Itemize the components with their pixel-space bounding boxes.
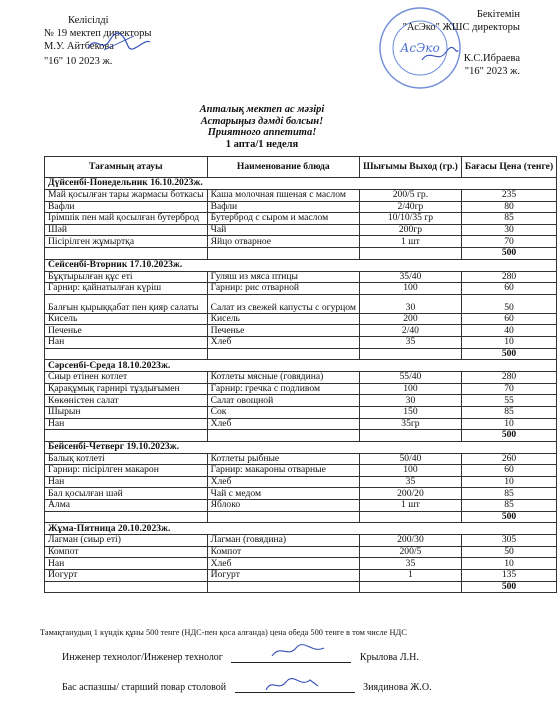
yield-cell: 2/40гр bbox=[360, 201, 462, 213]
day-title: Сейсенбі-Вторник 17.10.2023ж. bbox=[45, 259, 557, 271]
dish-kz-cell: Нан bbox=[45, 476, 208, 488]
table-row bbox=[45, 294, 557, 313]
dish-ru-cell: Каша молочная пшеная с маслом bbox=[207, 190, 359, 202]
dish-kz-cell: Май қосылған тары жармасы боткасы bbox=[45, 190, 208, 202]
price-cell: 70 bbox=[461, 383, 556, 395]
table-row bbox=[45, 336, 557, 348]
dish-kz-cell: Көкөністен салат bbox=[45, 395, 208, 407]
price-cell: 80 bbox=[461, 201, 556, 213]
dish-ru-cell: Чай с медом bbox=[207, 488, 359, 500]
day-header-row bbox=[45, 441, 557, 453]
cook-signature-image bbox=[262, 674, 322, 696]
table-row bbox=[45, 283, 557, 295]
header-price: Бағасы Цена (тенге) bbox=[461, 157, 556, 178]
dish-ru-cell: Лагман (говядина) bbox=[207, 535, 359, 547]
table-row bbox=[45, 465, 557, 477]
price-cell: 260 bbox=[461, 453, 556, 465]
table-row bbox=[45, 236, 557, 248]
dish-kz-cell: Йогурт bbox=[45, 570, 208, 582]
yield-cell: 200/30 bbox=[360, 535, 462, 547]
table-row bbox=[45, 383, 557, 395]
empty-cell bbox=[45, 430, 208, 442]
empty-cell bbox=[360, 348, 462, 360]
day-total-row bbox=[45, 247, 557, 259]
dish-kz-cell: Бал қосылған шәй bbox=[45, 488, 208, 500]
dish-kz-cell: Сиыр етінен котлет bbox=[45, 372, 208, 384]
day-header-row bbox=[45, 178, 557, 190]
engineer-role: Инженер технолог/Инженер технолог bbox=[62, 652, 223, 663]
dish-ru-cell: Гарнир: рис отварной bbox=[207, 283, 359, 295]
table-row bbox=[45, 535, 557, 547]
price-cell: 50 bbox=[461, 546, 556, 558]
empty-cell bbox=[207, 430, 359, 442]
cook-role: Бас аспазшы/ старший повар столовой bbox=[62, 682, 227, 693]
header-yield: Шығымы Выход (гр.) bbox=[360, 157, 462, 178]
dish-ru-cell: Гарнир: гречка с подливом bbox=[207, 383, 359, 395]
table-header-row bbox=[45, 157, 557, 178]
empty-cell bbox=[360, 511, 462, 523]
price-cell: 280 bbox=[461, 271, 556, 283]
dish-ru-cell: Гуляш из мяса птицы bbox=[207, 271, 359, 283]
approver-position: № 19 мектеп директоры bbox=[44, 28, 152, 39]
approver-name: М.У. Айтбекова bbox=[44, 41, 114, 52]
engineer-name: Крылова Л.Н. bbox=[359, 652, 419, 663]
table-row bbox=[45, 570, 557, 582]
day-title: Бейсенбі-Четверг 19.10.2023ж. bbox=[45, 441, 557, 453]
dish-kz-cell: Вафли bbox=[45, 201, 208, 213]
empty-cell bbox=[207, 511, 359, 523]
dish-kz-cell: Шәй bbox=[45, 224, 208, 236]
yield-cell: 30 bbox=[360, 294, 462, 313]
dish-ru-cell: Котлеты рыбные bbox=[207, 453, 359, 465]
stamp-text: АсЭко bbox=[400, 41, 440, 55]
engineer-signature-line bbox=[62, 652, 419, 663]
approver-name: К.С.Ибраева bbox=[463, 53, 520, 64]
title-line-kz: Апталық мектеп ас мәзірі bbox=[199, 104, 325, 115]
dish-kz-cell: Қарақұмық гарнирі тұздығымен bbox=[45, 383, 208, 395]
engineer-signature-image bbox=[268, 642, 328, 662]
dish-ru-cell: Яйцо отварное bbox=[207, 236, 359, 248]
price-cell: 70 bbox=[461, 236, 556, 248]
yield-cell: 1 шт bbox=[360, 236, 462, 248]
empty-cell bbox=[45, 581, 208, 593]
menu-table bbox=[44, 156, 557, 593]
table-row bbox=[45, 488, 557, 500]
dish-kz-cell: Балық котлеті bbox=[45, 453, 208, 465]
dish-kz-cell: Нан bbox=[45, 558, 208, 570]
price-cell: 60 bbox=[461, 313, 556, 325]
header-dish-kz: Тағамның атауы bbox=[45, 157, 208, 178]
price-cell: 55 bbox=[461, 395, 556, 407]
empty-cell bbox=[360, 247, 462, 259]
dish-kz-cell: Ірімшік пен май қосылған бутерброд bbox=[45, 213, 208, 225]
table-row bbox=[45, 546, 557, 558]
yield-cell: 30 bbox=[360, 395, 462, 407]
approval-label: Келісілді bbox=[68, 15, 109, 26]
cook-name: Зиядинова Ж.О. bbox=[363, 682, 432, 693]
price-cell: 10 bbox=[461, 558, 556, 570]
dish-kz-cell: Гарнир: қайнатылған күріш bbox=[45, 283, 208, 295]
day-total-cell: 500 bbox=[461, 247, 556, 259]
empty-cell bbox=[207, 348, 359, 360]
cook-signature-line bbox=[62, 682, 432, 693]
yield-cell: 100 bbox=[360, 383, 462, 395]
price-cell: 85 bbox=[461, 406, 556, 418]
price-cell: 10 bbox=[461, 418, 556, 430]
dish-kz-cell: Балғын қырыққабат пен қияр салаты bbox=[45, 294, 208, 313]
yield-cell: 1 шт bbox=[360, 500, 462, 512]
title-line-wish-ru: Приятного аппетита! bbox=[207, 127, 317, 138]
day-total-cell: 500 bbox=[461, 511, 556, 523]
yield-cell: 55/40 bbox=[360, 372, 462, 384]
dish-ru-cell: Хлеб bbox=[207, 336, 359, 348]
day-header-row bbox=[45, 360, 557, 372]
dish-ru-cell: Сок bbox=[207, 406, 359, 418]
yield-cell: 35/40 bbox=[360, 271, 462, 283]
day-total-cell: 500 bbox=[461, 430, 556, 442]
day-header-row bbox=[45, 523, 557, 535]
dish-kz-cell: Гарнир: пісірілген макарон bbox=[45, 465, 208, 477]
table-row bbox=[45, 395, 557, 407]
dish-ru-cell: Котлеты мясные (говядина) bbox=[207, 372, 359, 384]
yield-cell: 50/40 bbox=[360, 453, 462, 465]
day-header-row bbox=[45, 259, 557, 271]
yield-cell: 200 bbox=[360, 313, 462, 325]
table-row bbox=[45, 313, 557, 325]
yield-cell: 200гр bbox=[360, 224, 462, 236]
dish-ru-cell: Бутерброд с сыром и маслом bbox=[207, 213, 359, 225]
price-cell: 30 bbox=[461, 224, 556, 236]
price-note: Тамақтанудың 1 күндік құны 500 тенге (НДС-пен қоса алғанда) цена обеда 500 тенге в том числе НДС bbox=[40, 628, 407, 637]
dish-ru-cell: Чай bbox=[207, 224, 359, 236]
dish-ru-cell: Салат из свежей капусты с огурцом bbox=[207, 294, 359, 313]
yield-cell: 35 bbox=[360, 476, 462, 488]
price-cell: 305 bbox=[461, 535, 556, 547]
dish-ru-cell: Хлеб bbox=[207, 418, 359, 430]
table-row bbox=[45, 476, 557, 488]
table-row bbox=[45, 453, 557, 465]
title-week: 1 апта/1 неделя bbox=[225, 138, 299, 150]
yield-cell: 35гр bbox=[360, 418, 462, 430]
price-cell: 10 bbox=[461, 336, 556, 348]
table-row bbox=[45, 372, 557, 384]
yield-cell: 2/40 bbox=[360, 325, 462, 337]
day-total-row bbox=[45, 581, 557, 593]
price-cell: 60 bbox=[461, 283, 556, 295]
approver-position: "АсЭко" ЖШС директоры bbox=[402, 22, 520, 33]
dish-kz-cell: Лагман (сиыр еті) bbox=[45, 535, 208, 547]
dish-kz-cell: Нан bbox=[45, 336, 208, 348]
dish-ru-cell: Гарнир: макароны отварные bbox=[207, 465, 359, 477]
header-approval-right bbox=[360, 8, 520, 78]
price-cell: 10 bbox=[461, 476, 556, 488]
table-row bbox=[45, 213, 557, 225]
signature-left-image bbox=[84, 30, 154, 56]
yield-cell: 10/10/35 гр bbox=[360, 213, 462, 225]
dish-ru-cell: Вафли bbox=[207, 201, 359, 213]
empty-cell bbox=[360, 581, 462, 593]
yield-cell: 35 bbox=[360, 336, 462, 348]
yield-cell: 150 bbox=[360, 406, 462, 418]
approval-label: Бекітемін bbox=[476, 9, 520, 20]
table-row bbox=[45, 201, 557, 213]
table-row bbox=[45, 500, 557, 512]
price-cell: 85 bbox=[461, 213, 556, 225]
dish-ru-cell: Хлеб bbox=[207, 476, 359, 488]
dish-kz-cell: Бұқтырылған құс еті bbox=[45, 271, 208, 283]
approval-date: "16" 10 2023 ж. bbox=[44, 56, 113, 67]
day-total-cell: 500 bbox=[461, 581, 556, 593]
empty-cell bbox=[360, 430, 462, 442]
menu-title bbox=[0, 104, 524, 150]
yield-cell: 35 bbox=[360, 558, 462, 570]
dish-kz-cell: Алма bbox=[45, 500, 208, 512]
day-title: Дүйсенбі-Понедельник 16.10.2023ж. bbox=[45, 178, 557, 190]
table-row bbox=[45, 271, 557, 283]
yield-cell: 100 bbox=[360, 283, 462, 295]
day-title: Сәрсенбі-Среда 18.10.2023ж. bbox=[45, 360, 557, 372]
dish-ru-cell: Яблоко bbox=[207, 500, 359, 512]
table-row bbox=[45, 406, 557, 418]
day-total-row bbox=[45, 430, 557, 442]
price-cell: 40 bbox=[461, 325, 556, 337]
price-cell: 85 bbox=[461, 500, 556, 512]
empty-cell bbox=[207, 247, 359, 259]
price-cell: 50 bbox=[461, 294, 556, 313]
empty-cell bbox=[45, 348, 208, 360]
yield-cell: 200/20 bbox=[360, 488, 462, 500]
dish-kz-cell: Нан bbox=[45, 418, 208, 430]
price-cell: 235 bbox=[461, 190, 556, 202]
empty-cell bbox=[45, 511, 208, 523]
table-row bbox=[45, 224, 557, 236]
empty-cell bbox=[207, 581, 359, 593]
yield-cell: 100 bbox=[360, 465, 462, 477]
yield-cell: 200/5 bbox=[360, 546, 462, 558]
title-line-wish-kz: Астарыңыз дәмді болсын! bbox=[200, 115, 324, 127]
price-cell: 85 bbox=[461, 488, 556, 500]
table-row bbox=[45, 558, 557, 570]
dish-ru-cell: Йогурт bbox=[207, 570, 359, 582]
dish-kz-cell: Компот bbox=[45, 546, 208, 558]
header-dish-ru: Наименование блюда bbox=[207, 157, 359, 178]
table-row bbox=[45, 325, 557, 337]
table-row bbox=[45, 190, 557, 202]
price-cell: 60 bbox=[461, 465, 556, 477]
day-total-row bbox=[45, 511, 557, 523]
empty-cell bbox=[45, 247, 208, 259]
dish-kz-cell: Печенье bbox=[45, 325, 208, 337]
dish-ru-cell: Хлеб bbox=[207, 558, 359, 570]
signature-right-image bbox=[420, 46, 460, 66]
dish-kz-cell: Пісірілген жұмыртқа bbox=[45, 236, 208, 248]
price-cell: 135 bbox=[461, 570, 556, 582]
yield-cell: 200/5 гр. bbox=[360, 190, 462, 202]
price-cell: 280 bbox=[461, 372, 556, 384]
approval-date: "16" 2023 ж. bbox=[464, 66, 520, 77]
dish-ru-cell: Кисель bbox=[207, 313, 359, 325]
table-row bbox=[45, 418, 557, 430]
day-total-row bbox=[45, 348, 557, 360]
dish-ru-cell: Салат овощной bbox=[207, 395, 359, 407]
day-total-cell: 500 bbox=[461, 348, 556, 360]
yield-cell: 1 bbox=[360, 570, 462, 582]
dish-ru-cell: Печенье bbox=[207, 325, 359, 337]
day-title: Жұма-Пятница 20.10.2023ж. bbox=[45, 523, 557, 535]
dish-ru-cell: Компот bbox=[207, 546, 359, 558]
dish-kz-cell: Кисель bbox=[45, 313, 208, 325]
dish-kz-cell: Шырын bbox=[45, 406, 208, 418]
